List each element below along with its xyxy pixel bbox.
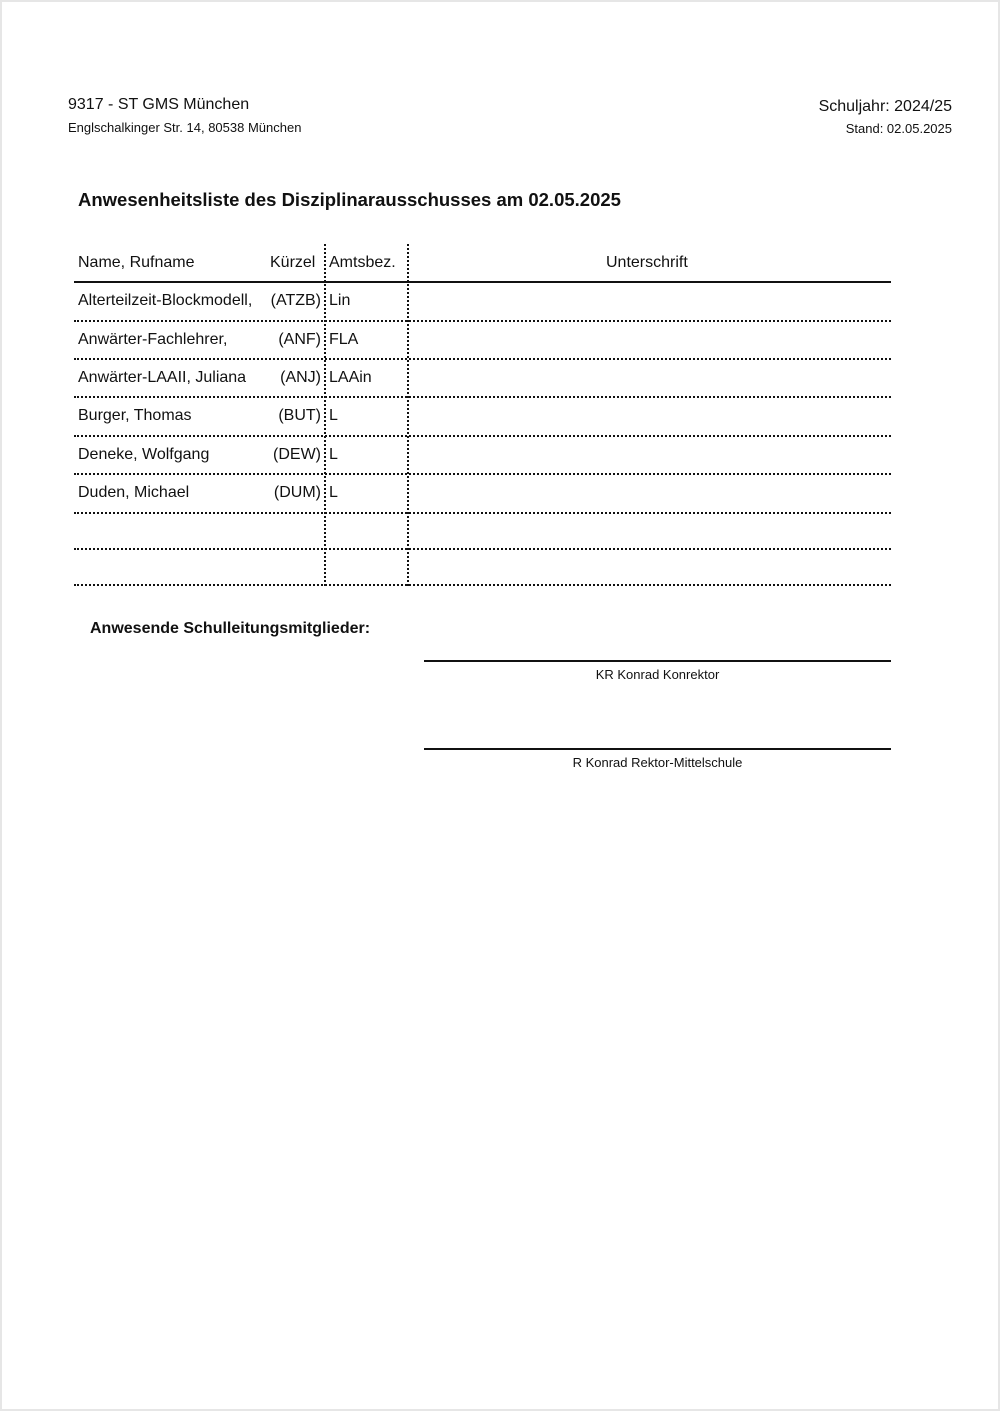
signatory-konrektor: KR Konrad Konrektor (595, 667, 720, 682)
leadership-heading: Anwesende Schulleitungsmitglieder: (90, 620, 371, 637)
cell-name: Deneke, Wolfgang (78, 446, 210, 463)
row-divider (74, 584, 891, 586)
table-row (2, 322, 998, 360)
cell-amtsbez: L (329, 407, 338, 424)
table-row (2, 283, 998, 321)
table-row (2, 475, 998, 513)
signature-line (424, 748, 891, 750)
column-header-unterschrift: Unterschrift (606, 254, 688, 271)
page-title: Anwesenheitsliste des Disziplinarausschusses am 02.05.2025 (78, 189, 621, 210)
cell-kuerzel: (ANF) (278, 331, 321, 348)
table-row (2, 437, 998, 475)
cell-kuerzel: (ANJ) (280, 369, 321, 386)
signatory-rektor: R Konrad Rektor-Mittelschule (572, 755, 743, 770)
table-row-empty (2, 514, 998, 548)
table-row-empty (2, 550, 998, 584)
cell-kuerzel: (DUM) (273, 484, 321, 501)
signature-line (424, 660, 891, 662)
stand-date: Stand: 02.05.2025 (845, 121, 952, 136)
cell-name: Burger, Thomas (78, 407, 192, 424)
column-header-name: Name, Rufname (78, 254, 195, 271)
school-address: Englschalkinger Str. 14, 80538 München (68, 120, 302, 135)
cell-amtsbez: Lin (329, 292, 351, 309)
column-header-amtsbez: Amtsbez. (329, 254, 396, 271)
table-row (2, 398, 998, 436)
cell-kuerzel: (DEW) (273, 446, 321, 463)
cell-name: Duden, Michael (78, 484, 190, 501)
school-name: 9317 - ST GMS München (68, 96, 250, 113)
cell-amtsbez: L (329, 446, 338, 463)
cell-name: Anwärter-LAAII, Juliana (78, 369, 247, 386)
school-year: Schuljahr: 2024/25 (818, 98, 952, 115)
cell-name: Alterteilzeit-Blockmodell, (78, 292, 253, 309)
cell-amtsbez: LAAin (329, 369, 372, 386)
column-header-kuerzel: Kürzel (270, 254, 316, 271)
table-row (2, 360, 998, 398)
cell-amtsbez: L (329, 484, 338, 501)
document-page (2, 2, 998, 1409)
cell-amtsbez: FLA (329, 331, 359, 348)
cell-kuerzel: (BUT) (278, 407, 321, 424)
cell-name: Anwärter-Fachlehrer, (78, 331, 228, 348)
cell-kuerzel: (ATZB) (270, 292, 321, 309)
